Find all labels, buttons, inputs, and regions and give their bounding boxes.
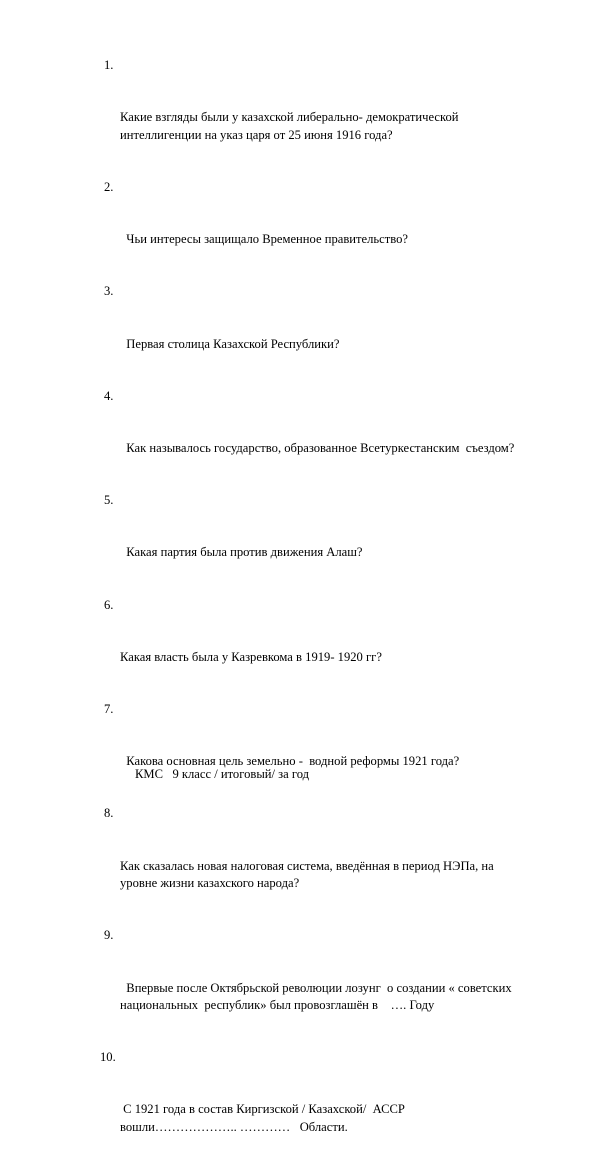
question-number: 8. [104,806,114,821]
question-text: Впервые после Октябрьской революции лозунг о создании « советских национальных республик» был провозглашён в …. Году [120,980,512,1012]
question-text: С 1921 года в состав Киргизской / Казахской/ АССР вошли……………….. ………… Области. [120,1102,405,1134]
footer-label: КМС 9 класс / итоговый/ за год [135,767,310,781]
question-list [100,57,574,1171]
question-number: 4. [104,388,114,403]
question-number: 2. [104,179,114,194]
question-text: Какая власть была у Казревкома в 1919- 1920 гг? [120,649,382,664]
question-number: 10. [100,1050,116,1065]
question-text: Первая столица Казахской Республики? [120,336,340,351]
question-text: Какие взгляды были у казахской либерально- демократической интеллигенции на указ царя от 25 июня 1916 года? [120,110,459,142]
question-text: Как называлось государство, образованное Всетуркестанским съездом? [120,440,515,455]
question-number: 6. [104,597,114,612]
question-item-7 [104,701,574,805]
question-number: 7. [104,702,114,717]
question-item-5 [104,492,574,596]
question-item-3 [104,283,574,387]
question-number: 3. [104,284,114,299]
question-text: Какая партия была против движения Алаш? [120,545,363,560]
question-number: 1. [104,58,114,72]
question-item-9 [104,927,574,1049]
question-number: 9. [104,928,114,943]
question-text: Какова основная цель земельно - водной реформы 1921 года? [120,754,460,769]
question-item-1 [104,57,574,179]
question-item-10 [100,1049,574,1171]
question-item-2 [104,179,574,283]
question-text: Чьи интересы защищало Временное правительство? [120,232,409,247]
question-item-4 [104,388,574,492]
question-number: 5. [104,493,114,508]
question-item-6 [104,597,574,701]
question-text: Как сказалась новая налоговая система, введённая в период НЭПа, на уровне жизни казахского народа? [120,858,494,891]
question-item-8 [104,805,574,927]
